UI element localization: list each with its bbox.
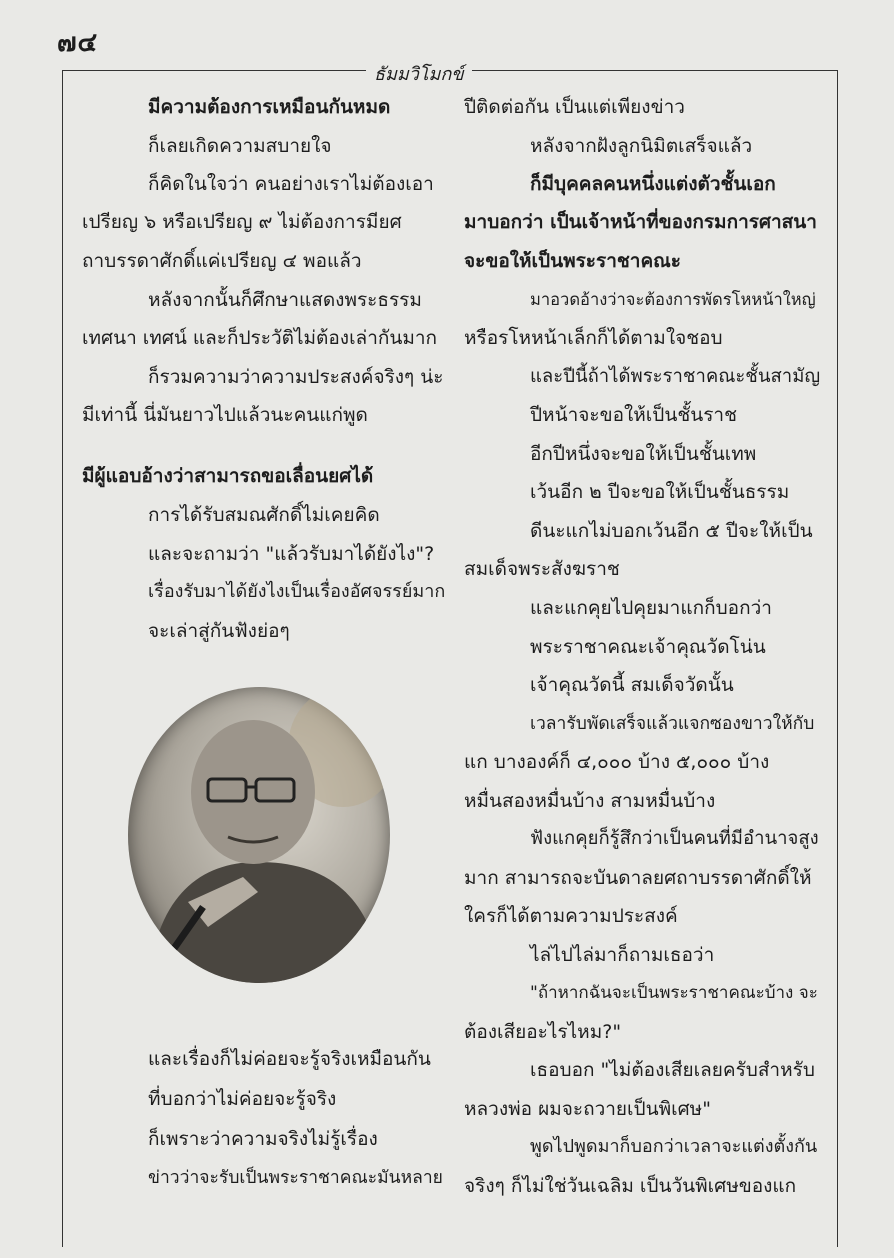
- text-line: มาก สามารถจะบันดาลยศถาบรรดาศักดิ์ให้: [464, 867, 812, 889]
- text-line: แก บางองค์ก็ ๔,๐๐๐ บ้าง ๕,๐๐๐ บ้าง: [464, 751, 770, 773]
- text-line: หรือรโหหน้าเล็กก็ได้ตามใจชอบ: [464, 327, 723, 349]
- text-line: ก็เพราะว่าความจริงไม่รู้เรื่อง: [148, 1128, 378, 1150]
- text-line: จะเล่าสู่กันฟังย่อๆ: [148, 620, 290, 642]
- text-line: การได้รับสมณศักดิ์ไม่เคยคิด: [148, 504, 380, 526]
- page-number: ๗๔: [57, 28, 99, 58]
- monk-portrait-photo: [128, 687, 390, 983]
- text-line: เวลารับพัดเสร็จแล้วแจกซองขาวให้กับ: [530, 714, 815, 734]
- text-line: เทศนา เทศน์ และก็ประวัติไม่ต้องเล่ากันมาก: [82, 327, 438, 349]
- text-line: สมเด็จพระสังฆราช: [464, 558, 620, 580]
- text-line: เปรียญ ๖ หรือเปรียญ ๙ ไม่ต้องการมียศ: [82, 211, 402, 233]
- text-line: มีเท่านี้ นี่มันยาวไปแล้วนะคนแก่พูด: [82, 404, 368, 426]
- text-line: "ถ้าหากฉันจะเป็นพระราชาคณะบ้าง จะ: [530, 983, 818, 1003]
- section-heading: มีผู้แอบอ้างว่าสามารถขอเลื่อนยศได้: [82, 465, 374, 487]
- text-line: ปีหน้าจะขอให้เป็นชั้นราช: [530, 404, 737, 426]
- bold-text-line: จะขอให้เป็นพระราชาคณะ: [464, 250, 681, 272]
- text-line: ก็เลยเกิดความสบายใจ: [148, 135, 332, 157]
- running-header: ธัมมวิโมกข์: [366, 59, 472, 88]
- text-line: หลังจากนั้นก็ศึกษาแสดงพระธรรม: [148, 289, 422, 311]
- text-line: และแกคุยไปคุยมาแกก็บอกว่า: [530, 597, 772, 619]
- text-line: ดีนะแกไม่บอกเว้นอีก ๕ ปีจะให้เป็น: [530, 520, 813, 542]
- text-line: เธอบอก "ไม่ต้องเสียเลยครับสำหรับ: [530, 1059, 815, 1081]
- text-line: หลวงพ่อ ผมจะถวายเป็นพิเศษ": [464, 1098, 711, 1120]
- text-line: ก็คิดในใจว่า คนอย่างเราไม่ต้องเอา: [148, 173, 434, 195]
- text-line: เจ้าคุณวัดนี้ สมเด็จวัดนั้น: [530, 674, 734, 696]
- text-line: ที่บอกว่าไม่ค่อยจะรู้จริง: [148, 1088, 337, 1110]
- text-line: ข่าวว่าจะรับเป็นพระราชาคณะมันหลาย: [148, 1168, 443, 1188]
- section-heading: มีความต้องการเหมือนกันหมด: [148, 96, 391, 118]
- text-line: ก็รวมความว่าความประสงค์จริงๆ น่ะ: [148, 366, 444, 388]
- text-line: เว้นอีก ๒ ปีจะขอให้เป็นชั้นธรรม: [530, 481, 790, 503]
- text-line: ใครก็ได้ตามความประสงค์: [464, 905, 678, 927]
- text-line: พูดไปพูดมาก็บอกว่าเวลาจะแต่งตั้งกัน: [530, 1136, 818, 1157]
- text-line: และปีนี้ถ้าได้พระราชาคณะชั้นสามัญ: [530, 366, 821, 387]
- text-line: หมื่นสองหมื่นบ้าง สามหมื่นบ้าง: [464, 790, 716, 812]
- text-line: จริงๆ ก็ไม่ใช่วันเฉลิม เป็นวันพิเศษของแก: [464, 1175, 797, 1197]
- text-line: ถาบรรดาศักดิ์แค่เปรียญ ๔ พอแล้ว: [82, 250, 362, 272]
- text-line: ปีติดต่อกัน เป็นแต่เพียงข่าว: [464, 96, 685, 118]
- text-line: ไล่ไปไล่มาก็ถามเธอว่า: [530, 944, 715, 966]
- text-line: อีกปีหนึ่งจะขอให้เป็นชั้นเทพ: [530, 443, 757, 465]
- text-line: ต้องเสียอะไรไหม?": [464, 1021, 622, 1043]
- text-line: ฟังแกคุยก็รู้สึกว่าเป็นคนที่มีอำนาจสูง: [530, 828, 819, 849]
- text-line: และเรื่องก็ไม่ค่อยจะรู้จริงเหมือนกัน: [148, 1048, 431, 1070]
- text-line: และจะถามว่า "แล้วรับมาได้ยังไง"?: [148, 543, 435, 565]
- bold-text-line: มาบอกว่า เป็นเจ้าหน้าที่ของกรมการศาสนา: [464, 211, 817, 233]
- text-line: มาอวดอ้างว่าจะต้องการพัดรโหหน้าใหญ่: [530, 290, 816, 309]
- bold-text-line: ก็มีบุคคลคนหนึ่งแต่งตัวชั้นเอก: [530, 173, 776, 195]
- text-line: พระราชาคณะเจ้าคุณวัดโน่น: [530, 636, 766, 658]
- text-line: เรื่องรับมาได้ยังไงเป็นเรื่องอัศจรรย์มาก: [148, 581, 446, 602]
- text-line: หลังจากฝังลูกนิมิตเสร็จแล้ว: [530, 135, 753, 157]
